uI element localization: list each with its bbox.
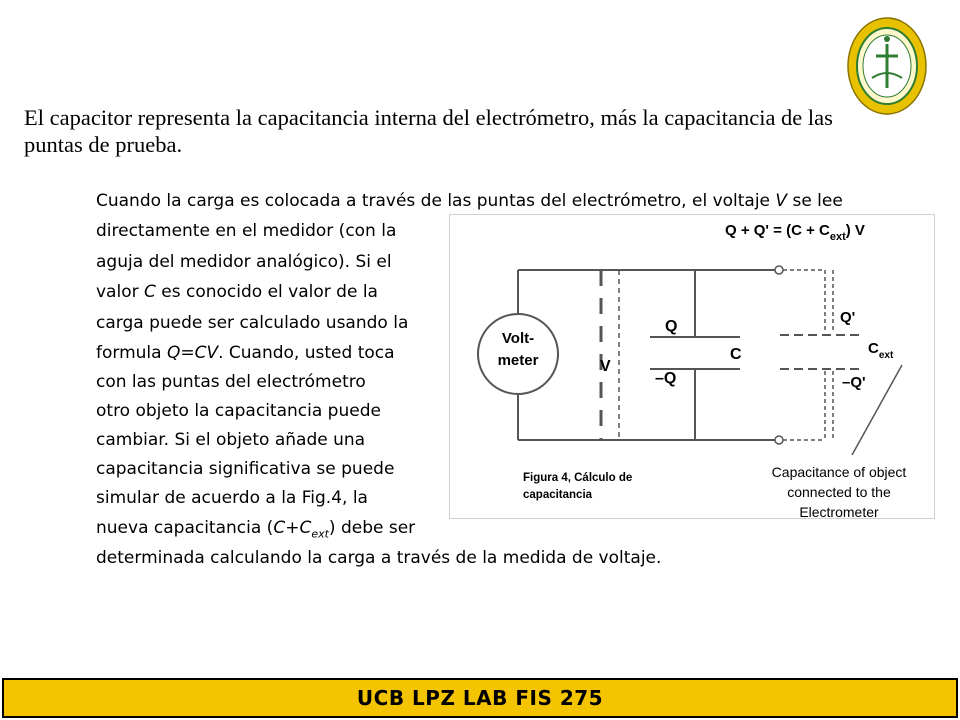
intro-text [24, 104, 944, 158]
negative-q-label: –Q [655, 370, 677, 387]
voltmeter-label-1: Volt- [501, 330, 535, 347]
svg-text:Q + Q' = (C + Cext) V: $Q + Q' = (C + C_{ext})$ V [725, 222, 865, 243]
figure-caption-2: capacitancia [523, 489, 593, 501]
negative-q-prime-label: –Q' [842, 374, 866, 391]
paragraph-line-3: aguja del medidor analógico). Si el [96, 252, 392, 272]
paragraph-line-9: cambiar. Si el objeto añade una [96, 430, 366, 450]
paragraph-line-11: simular de acuerdo a la Fig.4, la [96, 488, 368, 508]
paragraph-line-10: capacitancia significativa se puede [96, 459, 395, 479]
paragraph-line-1: Cuando la carga es colocada a través de las puntas del electrómetro, el voltaje V se lee [96, 191, 843, 211]
footer-bar [2, 678, 958, 718]
paragraph-line-6: formula Q=CV. Cuando, usted toca [96, 343, 395, 363]
paragraph-line-5: carga puede ser calculado usando la [96, 313, 409, 333]
intro-line-1: El capacitor representa la capacitancia interna del electrómetro, más la capacitancia de las [24, 105, 833, 130]
q-label: Q [665, 318, 678, 335]
paragraph-line-8: otro objeto la capacitancia puede [96, 401, 381, 421]
q-prime-label: Q' [840, 309, 856, 326]
paragraph-line-2: directamente en el medidor (con la [96, 221, 397, 241]
paragraph-line-7: con las puntas del electrómetro [96, 372, 366, 392]
v-label: V [600, 358, 611, 375]
paragraph-line-13: determinada calculando la carga a través de la medida de voltaje. [96, 548, 662, 568]
c-label: C [730, 346, 742, 363]
footer-label: UCB LPZ LAB FIS 275 [356, 686, 604, 710]
paragraph-line-12: nueva capacitancia $(C+C_{ext})$ debe ser [96, 518, 416, 541]
c-ext-label: $C_{ext}$ [868, 340, 894, 361]
equation-text: Q + Q' = (C + C [725, 222, 830, 239]
figure-caption-1: Figura 4, Cálculo de [523, 472, 633, 484]
object-note-3: Electrometer [799, 504, 879, 520]
paragraph-line-4: valor C es conocido el valor de la [96, 282, 378, 302]
figure-4-circuit [449, 214, 935, 519]
university-seal-logo [846, 16, 928, 116]
object-note-1: Capacitance of object [771, 464, 907, 480]
voltmeter-label-2: meter [497, 352, 539, 369]
object-note-2: connected to the [787, 484, 891, 500]
intro-line-2: puntas de prueba. [24, 132, 183, 157]
